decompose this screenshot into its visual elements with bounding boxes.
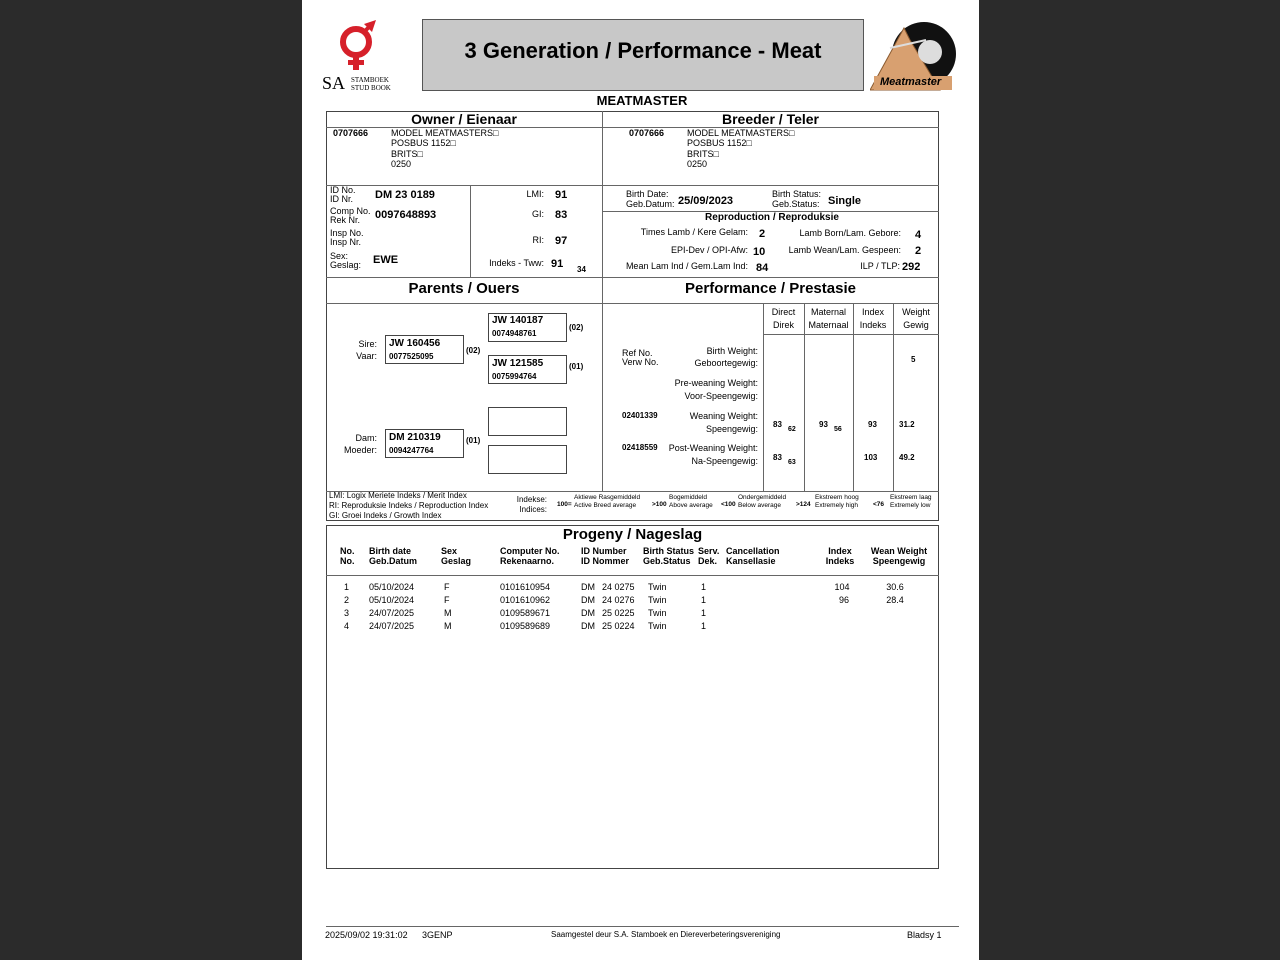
mean-lam-value: 84 [756,262,769,274]
birth-status-label: Birth Status: Geb.Status: [772,189,822,209]
birth-weight-label: Birth Weight: Geboortegewig: [694,346,758,368]
sire-sire-code: (02) [569,323,584,332]
breed-name: MEATMASTER [596,93,688,108]
sire-comp: 0077525095 [389,352,434,361]
tww-value: 91 [551,258,564,270]
table-row: 1 05/10/2024 F 0101610954 DM 24 0275 Twin 1 104 30.6 [344,582,904,592]
perf-col-index: Index Indeks [859,307,887,330]
sa-logo-line2: STAMBOEK [351,76,389,84]
breeder-heading: Breeder / Teler [721,111,819,127]
report-title: 3 Generation / Performance - Meat [464,38,822,63]
sire-id: JW 160456 [389,338,441,349]
lamb-born-label: Lamb Born/Lam. Gebore: [799,228,901,238]
footer-compiled-by: Saamgestel deur S.A. Stamboek en Diereverbeteringsvereniging [551,930,781,939]
gi-value: 83 [555,209,568,221]
wean-direct: 83 [773,420,782,429]
wean-ref: 02401339 [622,411,658,420]
comp-label: Comp No. Rek Nr. [330,206,371,225]
dam-comp: 0094247764 [389,446,434,455]
progeny-col-index: Index Indeks [825,546,855,566]
dam-label: Dam: Moeder: [343,433,377,455]
wean-weight: 31.2 [899,420,915,429]
lmi-label: LMI: [526,189,544,199]
epi-label: EPI-Dev / OPI-Afw: [670,245,748,255]
sire-code: (02) [466,346,481,355]
gi-label: GI: [531,209,544,219]
performance-heading: Performance / Prestasie [685,280,856,297]
progeny-col-sex: Sex Geslag [441,546,472,566]
reproduction-heading: Reproduction / Reproduksie [705,212,839,223]
wean-direct-sub: 62 [788,426,796,433]
report-title-box [422,19,864,91]
dam-code: (01) [466,436,481,445]
sa-studbook-logo [322,18,398,94]
parents-heading: Parents / Ouers [408,280,520,297]
progeny-col-birth-status: Birth Status Geb.Status [643,546,695,566]
post-direct: 83 [773,453,782,462]
sire-sire-id: JW 140187 [492,315,544,326]
dam-dam-box [488,445,567,474]
legend-gi: GI: Groei Indeks / Growth Index [329,511,442,520]
sire-label: Sire: Vaar: [356,339,377,361]
breeder-code: 0707666 [629,128,665,138]
progeny-col-computer-no: Computer No. Rekenaarno. [500,546,560,566]
wean-maternal-sub: 56 [834,426,842,433]
birth-date-label: Birth Date: Geb.Datum: [626,189,675,209]
ri-value: 97 [555,235,568,247]
dam-id: DM 210319 [389,432,441,443]
progeny-col-id-number: ID Number ID Nommer [581,546,630,566]
sire-dam-code: (01) [569,362,584,371]
sa-logo-line3: STUD BOOK [351,84,391,92]
legend-ri: RI: Reproduksie Indeks / Reproduction Index [329,501,489,510]
insp-label: Insp No. Insp Nr. [330,228,364,247]
post-index: 103 [864,453,878,462]
owner-address: MODEL MEATMASTERS□ POSBUS 1152□ BRITS□ 0250 [391,128,499,170]
footer-page-number: Bladsy 1 [907,930,942,940]
sire-dam-id: JW 121585 [492,358,544,369]
meatmaster-logo-text: Meatmaster [880,76,942,88]
owner-heading: Owner / Eienaar [411,111,517,127]
perf-col-direct: Direct Direk [771,307,796,330]
sa-logo-letters: SA [322,73,346,93]
sex-value: EWE [373,254,399,266]
report-page: SA STAMBOEK STUD BOOK 3 Generation / Performance - Meat Meatmaster MEATMASTER Owner / Eienaar Breeder / Teler 0707666 MODEL MEATMASTERS□ POSBUS 1152□ BRITS□ 0250 0707666 MODEL MEATMASTERS□ POSBUS 1152□ BRITS□ 0250 ID No. ID Nr. DM 23 0189 Comp No. Rek Nr. 0097648893 Insp No. Insp Nr. Sex: Geslag: EWE LMI: 91 GI: 83 RI: 97 Indeks - Tww: 91 34 Birth Date: Geb.Datum: 25/09/2023 Birth Status: Geb.Status: Single Reproduction / Reproduksie Times Lamb / Kere Gelam: 2 Lamb Born/Lam. Gebore: 4 EPI-Dev / OPI-Afw: 10 Lamb Wean/Lam. Gespeen: 2 Mean Lam Ind / Gem.Lam Ind: 84 ILP / TLP: 292 Parents / Ouers Performance / Prestasie Sire: Vaar: JW 160456 0077525095 (02) JW 140187 0074948761 (02) JW 121585 0075994764 (01) Dam: Moeder: DM 210319 0094247764 (01) Direct Direk Maternal Maternaal Index Indeks Weight Gewig Ref No. Verw No. Birth Weight: Geboortegewig: 5 Pre-weaning Weight: Voor-Speengewig: 02401339 Weaning Weight: Speengewig: 83 62 93 56 93 31.2 02418559 Post-Weaning Weight: Na-Speengewig: 83 63 103 49.2 LMI: Logix Meriete Indeks / Merit Index RI: Reproduksie Indeks / Reproduction Index GI: Groei Indeks / Growth Index Indekse: Indices: 100= Aktiewe Rasgemiddeld Active Breed average >100 Bogemiddeld Above average <100 Ondergemiddeld Below average >124 Ekstreem hoog Extremely high <76 Ekstreem laag Extremely low Progeny / Nageslag No. No. Birth date Geb.Datum Sex Geslag Computer No. Rekenaarno. ID Number ID Nommer Birth Status Geb.Status Serv. Dek. Cancellation Kansellasie Index Indeks Wean Weight Speengewig 1 05/10/2024 F 0101610954 DM 24 0275 Twin 1 104 30.6 2 05/10/2024 F 0101610962 DM 24 0276 Twin 1 96 28.4 3 24/07/2025 M 0109589671 DM 25 0225 Twin 1 4 24/07/2025 M 0109589689 DM 25 0224 Twin 1 2025/09/02 19:31:02 3GENP Saamgestel deur S.A. Stamboek en Diereverbeteringsvereniging Bladsy 1 [302,0,979,960]
post-direct-sub: 63 [788,459,796,466]
lamb-born-value: 4 [915,229,922,241]
id-value: DM 23 0189 [375,189,435,201]
ri-label: RI: [532,235,544,245]
table-row: 4 24/07/2025 M 0109589689 DM 25 0224 Twin 1 [344,621,707,631]
weaning-label: Weaning Weight: Speengewig: [689,411,758,434]
tww-label: Indeks - Tww: [489,258,544,268]
legend-lmi: LMI: Logix Meriete Indeks / Merit Index [329,491,467,500]
pre-weaning-label: Pre-weaning Weight: Voor-Speengewig: [674,378,758,401]
wean-maternal: 93 [819,420,828,429]
perf-col-maternal: Maternal Maternaal [808,307,849,330]
lmi-value: 91 [555,189,568,201]
footer-timestamp: 2025/09/02 19:31:02 [325,930,408,940]
progeny-frame [326,525,939,869]
table-row: 3 24/07/2025 M 0109589671 DM 25 0225 Twin 1 [344,608,707,618]
mean-lam-label: Mean Lam Ind / Gem.Lam Ind: [625,261,748,271]
progeny-col-birth-date: Birth date Geb.Datum [369,546,418,566]
wean-index: 93 [868,420,877,429]
birth-date-value: 25/09/2023 [678,195,734,207]
ilp-label: ILP / TLP: [860,261,900,271]
sire-sire-comp: 0074948761 [492,329,537,338]
post-weight: 49.2 [899,453,915,462]
progeny-col-cancellation: Cancellation Kansellasie [726,546,780,566]
lamb-wean-label: Lamb Wean/Lam. Gespeen: [788,245,901,255]
post-ref: 02418559 [622,443,658,452]
ilp-value: 292 [902,261,921,273]
owner-code: 0707666 [333,128,369,138]
progeny-heading: Progeny / Nageslag [562,526,703,543]
lamb-wean-value: 2 [915,245,922,257]
table-row: 2 05/10/2024 F 0101610962 DM 24 0276 Twin 1 96 28.4 [344,595,904,605]
breeder-address: MODEL MEATMASTERS□ POSBUS 1152□ BRITS□ 0250 [687,128,795,170]
times-lamb-label: Times Lamb / Kere Gelam: [640,227,748,237]
sire-dam-comp: 0075994764 [492,372,537,381]
legend-indices-label: Indekse: Indices: [516,495,547,514]
post-weaning-label: Post-Weaning Weight: Na-Speengewig: [668,443,758,466]
times-lamb-value: 2 [759,228,766,240]
progeny-col-no: No. No. [340,546,355,566]
progeny-col-wean-weight: Wean Weight Speengewig [870,546,928,566]
comp-value: 0097648893 [375,209,437,221]
progeny-col-serv: Serv. Dek. [698,546,720,566]
dam-sire-box [488,407,567,436]
perf-col-weight: Weight Gewig [902,307,930,330]
sex-label: Sex: Geslag: [330,251,362,270]
footer-report-code: 3GENP [422,930,453,940]
birth-weight-value: 5 [911,355,916,364]
tww-sub: 34 [577,265,586,274]
meatmaster-logo [870,18,962,94]
id-label: ID No. ID Nr. [330,185,356,204]
birth-status-value: Single [828,195,862,207]
epi-value: 10 [753,246,766,258]
ref-label: Ref No. Verw No. [622,348,659,367]
